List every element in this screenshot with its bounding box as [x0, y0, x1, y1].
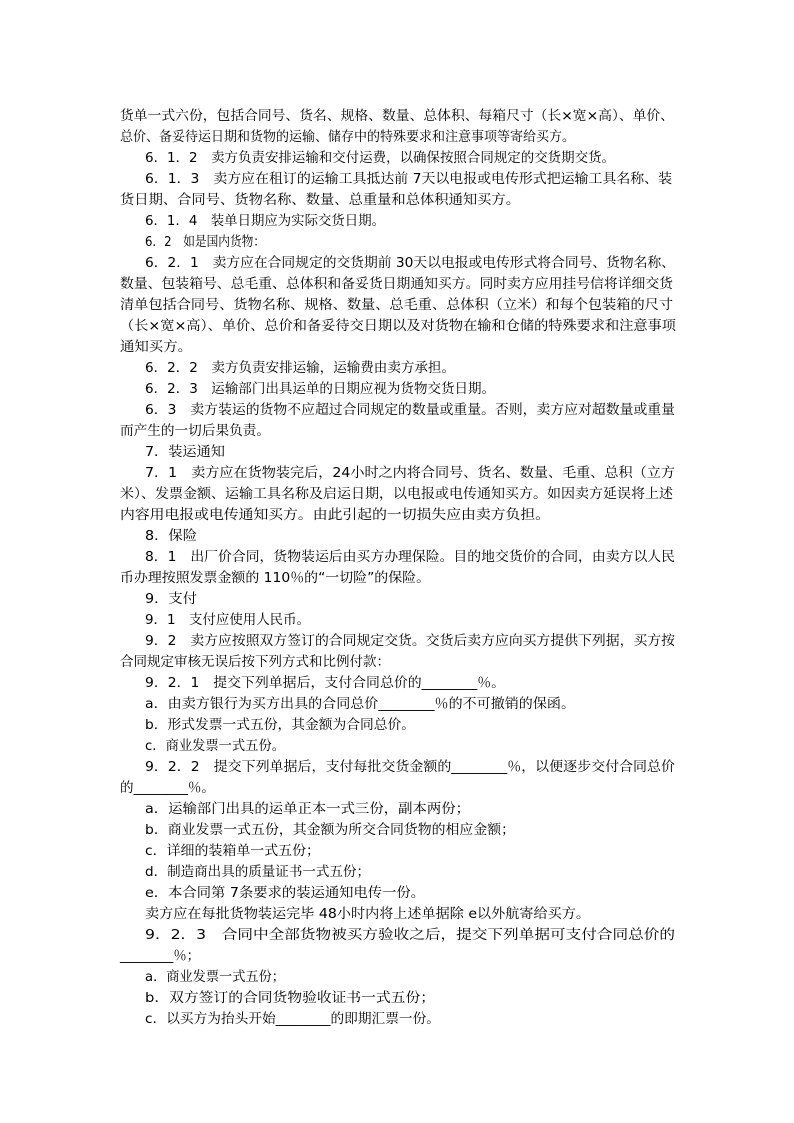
text-line-content: 8．保险	[145, 528, 197, 544]
text-line	[0, 631, 794, 652]
text-line-content: 6．1．4 装单日期应为实际交货日期。	[145, 213, 385, 229]
text-line-content: 9．2 卖方应按照双方签订的合同规定交货。交货后卖方应向买方提供下列据，买方按	[145, 633, 675, 649]
text-line-content: 6．2．1 卖方应在合同规定的交货期前 30天以电报或电传形式将合同号、货物名称、	[145, 255, 675, 271]
text-line	[0, 673, 794, 694]
text-line-content: c．以买方为抬头开始________的即期汇票一份。	[145, 1011, 441, 1027]
text-line	[0, 694, 794, 715]
text-line-content: 米）、发票金额、运输工具名称及启运日期，以电报或电传通知买方。如因卖方延误将上述	[120, 486, 673, 502]
text-line-content: 总价、备妥待运日期和货物的运输、储存中的特殊要求和注意事项等寄给买方。	[120, 129, 575, 145]
text-line-content: 9．1 支付应使用人民币。	[145, 612, 310, 628]
text-line	[0, 484, 794, 505]
text-line-content: 6．1．3 卖方应在租订的运输工具抵达前 7天以电报或电传形式把运输工具名称、装	[145, 171, 672, 187]
text-line-content: 7．1 卖方应在货物装完后，24小时之内将合同号、货名、数量、毛重、总积（立方	[145, 465, 675, 481]
text-line	[0, 505, 794, 526]
text-line	[0, 757, 794, 778]
text-line-content: a．由卖方银行为买方出具的合同总价________％的不可撤销的保函。	[145, 696, 575, 712]
text-line-content: 合同规定审核无误后按下列方式和比例付款：	[120, 654, 390, 670]
text-line	[0, 904, 794, 925]
text-line	[0, 967, 794, 988]
text-line-content: c．商业发票一式五份。	[145, 738, 285, 754]
text-line-content: 6．2．2 卖方负责安排运输，运输费由卖方承担。	[145, 360, 455, 376]
text-line-content: 卖方应在每批货物装运完毕 48小时内将上述单据除 e以外航寄给买方。	[145, 906, 590, 922]
text-line-content: 通知买方。	[120, 339, 192, 355]
text-line	[0, 799, 794, 820]
text-line	[0, 127, 794, 148]
text-line-content: b．形式发票一式五份，其金额为合同总价。	[145, 717, 415, 733]
text-line	[0, 148, 794, 169]
text-line-content: d．制造商出具的质量证书一式五份；	[145, 864, 370, 880]
text-line-content: 6．1．2 卖方负责安排运输和交付运费，以确保按照合同规定的交货期交货。	[145, 150, 615, 166]
text-line-content: 9．2．3 合同中全部货物被买方验收之后，提交下列单据可支付合同总价的	[145, 927, 675, 943]
text-line-content: 货单一式六份，包括合同号、货名、规格、数量、总体积、每箱尺寸（长×宽×高）、单价、	[120, 108, 674, 124]
text-line-content: b．双方签订的合同货物验收证书一式五份；	[145, 990, 435, 1006]
text-line	[0, 211, 794, 232]
text-line-content: 6．3 卖方装运的货物不应超过合同规定的数量或重量。否则，卖方应对超数量或重量	[145, 402, 675, 418]
text-line-content: 而产生的一切后果负责。	[120, 423, 270, 439]
text-line	[0, 232, 794, 253]
text-line	[0, 988, 794, 1009]
text-line	[0, 547, 794, 568]
text-line-content: 6．2 如是国内货物：	[145, 234, 265, 250]
text-line	[0, 841, 794, 862]
text-line-content: ________％；	[120, 948, 200, 964]
text-line-content: （长×宽×高）、单价、总价和备妥待交日期以及对货物在输和仓储的特殊要求和注意事项	[120, 318, 676, 334]
text-line-content: 清单包括合同号、货物名称、规格、数量、总毛重、总体积（立米）和每个包装箱的尺寸	[120, 297, 673, 313]
text-line	[0, 379, 794, 400]
text-line	[0, 946, 794, 967]
text-line	[0, 190, 794, 211]
text-line	[0, 295, 794, 316]
text-line-content: 6．2．3 运输部门出具运单的日期应视为货物交货日期。	[145, 381, 495, 397]
text-line	[0, 568, 794, 589]
text-line-content: b．商业发票一式五份，其金额为所交合同货物的相应金额；	[145, 822, 515, 838]
text-line-content: 货日期、合同号、货物名称、数量、总重量和总体积通知买方。	[120, 192, 520, 208]
text-line-content: 的________％。	[120, 780, 215, 796]
text-line	[0, 778, 794, 799]
text-line	[0, 883, 794, 904]
text-line	[0, 1009, 794, 1030]
text-line	[0, 652, 794, 673]
text-line-content: 数量、包装箱号、总毛重、总体积和备妥货日期通知买方。同时卖方应用挂号信将详细交货	[120, 276, 673, 292]
text-line	[0, 169, 794, 190]
text-line	[0, 610, 794, 631]
text-line-content: e．本合同第 7条要求的装运通知电传一份。	[145, 885, 425, 901]
text-line	[0, 253, 794, 274]
text-line	[0, 862, 794, 883]
text-line	[0, 358, 794, 379]
text-line-content: 内容用电报或电传通知买方。由此引起的一切损失应由卖方负担。	[120, 507, 550, 523]
text-line	[0, 442, 794, 463]
text-line	[0, 589, 794, 610]
text-line	[0, 274, 794, 295]
text-line	[0, 736, 794, 757]
text-line	[0, 526, 794, 547]
text-line	[0, 106, 794, 127]
text-line	[0, 316, 794, 337]
text-line-content: 8．1 出厂价合同，货物装运后由买方办理保险。目的地交货价的合同，由卖方以人民	[145, 549, 675, 565]
text-line	[0, 337, 794, 358]
text-line	[0, 463, 794, 484]
text-line-content: 币办理按照发票金额的 110％的“一切险”的保险。	[120, 570, 431, 586]
text-line	[0, 925, 794, 946]
text-line	[0, 400, 794, 421]
text-line-content: 9．2．1 提交下列单据后，支付合同总价的________％。	[145, 675, 505, 691]
text-line	[0, 421, 794, 442]
text-line-content: 9．支付	[145, 591, 197, 607]
text-line-content: a．商业发票一式五份；	[145, 969, 285, 985]
text-line-content: c．详细的装箱单一式五份；	[145, 843, 320, 859]
text-line	[0, 820, 794, 841]
text-line-content: 7．装运通知	[145, 444, 225, 460]
text-line	[0, 715, 794, 736]
text-line-content: 9．2．2 提交下列单据后，支付每批交货金额的________％，以便逐步交付合同总价	[145, 759, 675, 775]
text-line-content: a．运输部门出具的运单正本一式三份，副本两份；	[145, 801, 470, 817]
